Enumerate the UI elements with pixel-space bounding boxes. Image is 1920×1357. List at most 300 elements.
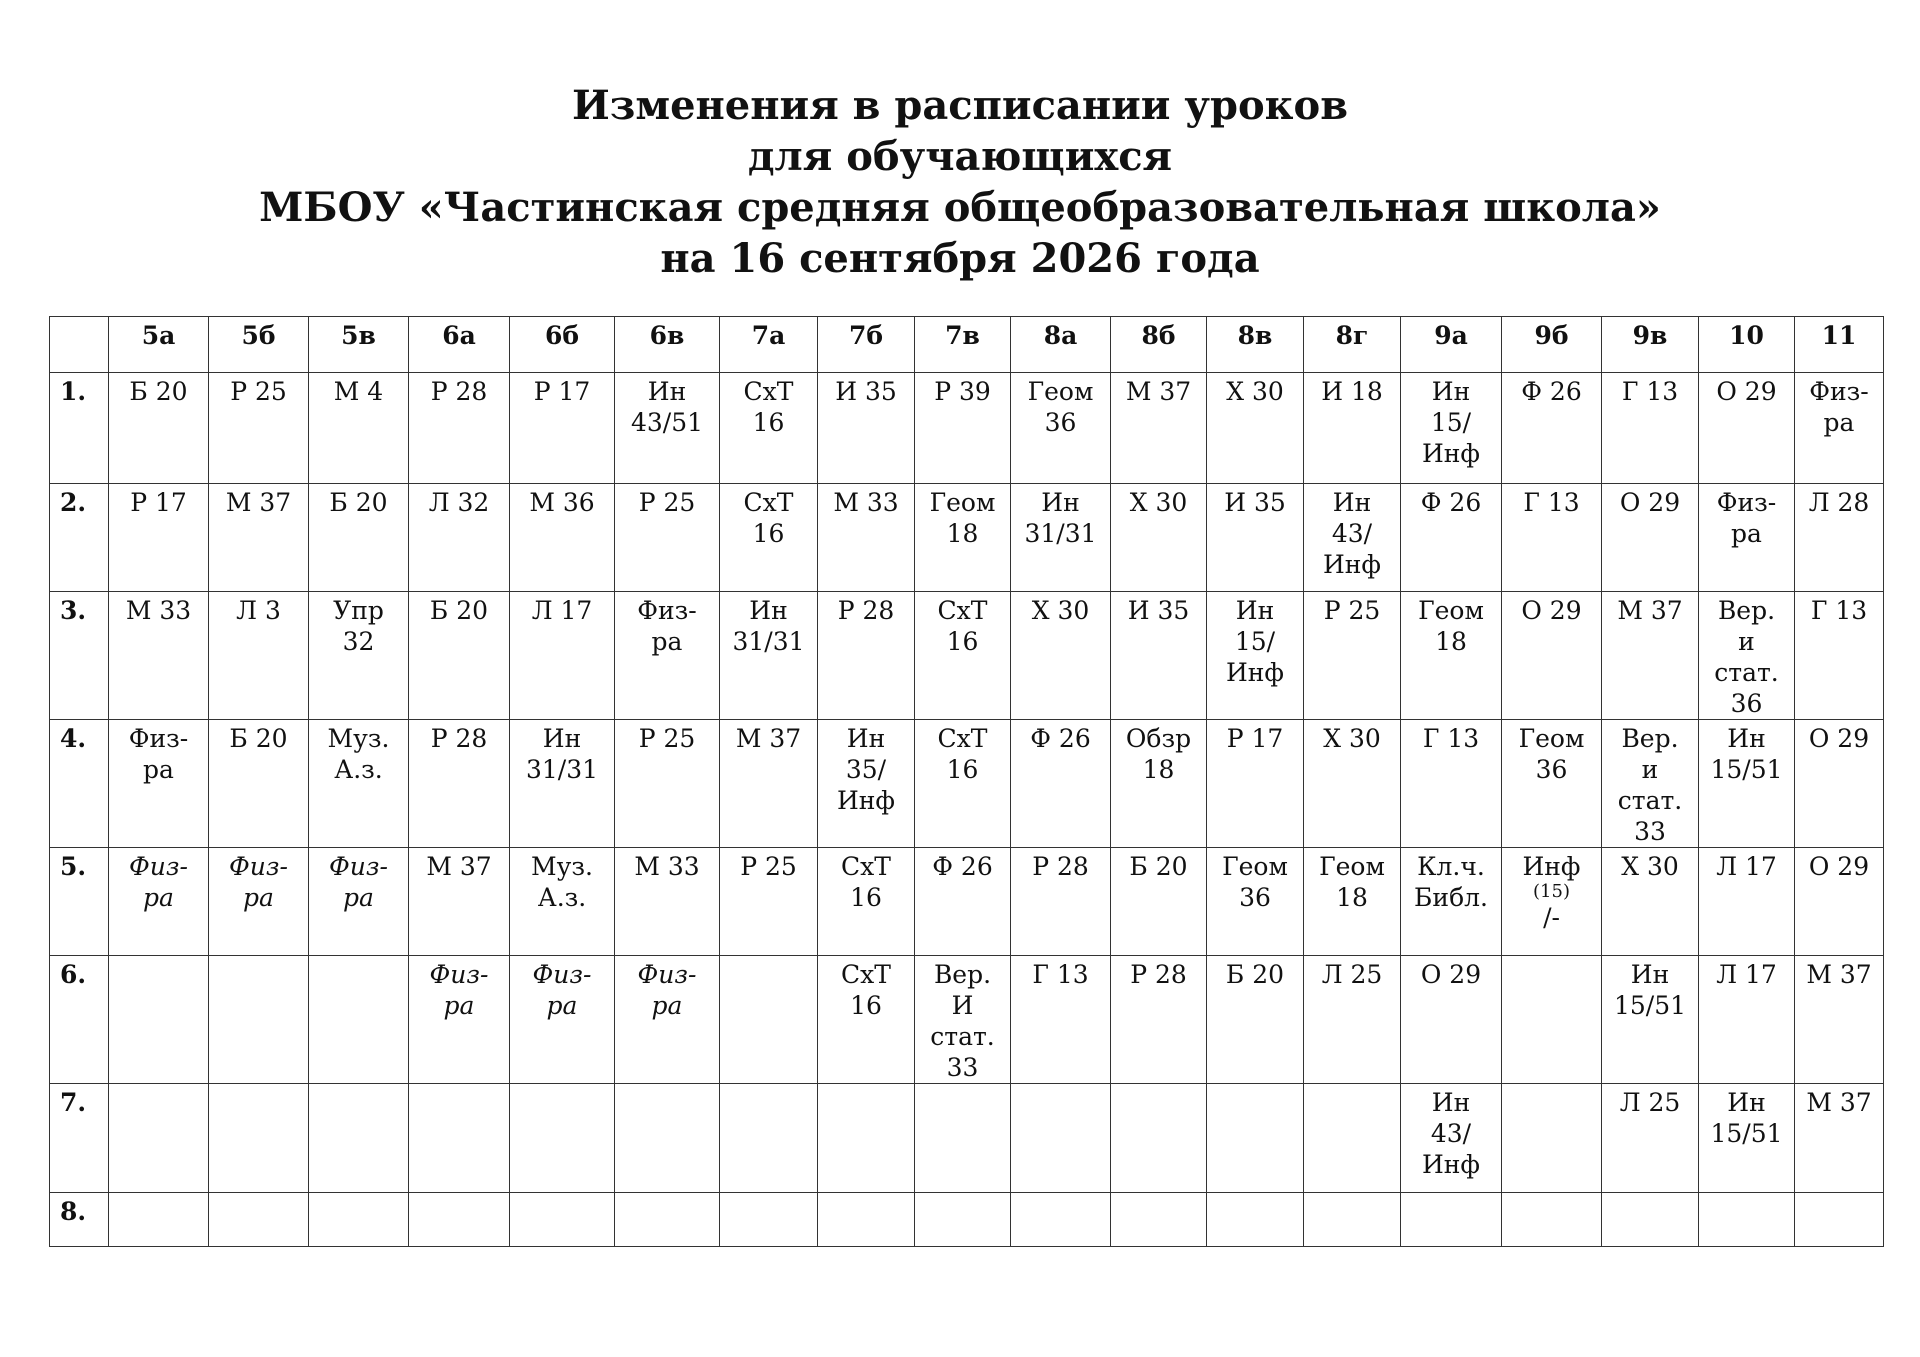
- cell-text: и: [1738, 627, 1755, 656]
- cell-text: Геом: [1027, 377, 1094, 406]
- schedule-cell: [209, 956, 309, 1084]
- schedule-cell: [818, 720, 915, 848]
- cell-text: А.з.: [334, 755, 383, 784]
- cell-text: Р 25: [638, 724, 696, 753]
- schedule-cell: [915, 720, 1011, 848]
- cell-text: Р 25: [740, 852, 797, 881]
- cell-text: Л 3: [236, 596, 281, 625]
- cell-text: Физ-: [637, 960, 697, 989]
- title-line-1: Изменения в расписании уроков: [572, 82, 1348, 129]
- lesson-number: 3.: [50, 592, 109, 720]
- cell-text: О 29: [1808, 724, 1870, 753]
- schedule-cell: [1011, 1084, 1111, 1193]
- cell-text: 15/51: [1710, 755, 1783, 784]
- cell-text: О 29: [1521, 596, 1582, 625]
- cell-text: Р 25: [230, 377, 287, 406]
- column-header: 8а: [1011, 317, 1111, 373]
- column-header: 7б: [818, 317, 915, 373]
- schedule-cell: [109, 1193, 209, 1247]
- cell-text: Ин: [1431, 377, 1471, 406]
- schedule-cell: [1401, 484, 1502, 592]
- schedule-cell: [818, 956, 915, 1084]
- cell-text: Физ-: [1809, 377, 1869, 406]
- schedule-cell: [720, 720, 818, 848]
- cell-text: и: [1641, 755, 1659, 784]
- table-row: [50, 1084, 1884, 1193]
- schedule-cell: [1795, 956, 1884, 1084]
- cell-text: Ин: [1235, 596, 1275, 625]
- schedule-cell: [1304, 848, 1401, 956]
- cell-text: М 37: [1806, 1088, 1872, 1117]
- cell-text: /-: [1543, 903, 1560, 932]
- schedule-cell: [409, 484, 510, 592]
- schedule-cell: [510, 720, 615, 848]
- lesson-number: 6.: [50, 956, 109, 1084]
- cell-text: Р 39: [934, 377, 991, 406]
- schedule-cell: [409, 848, 510, 956]
- cell-text: Р 28: [430, 724, 488, 753]
- schedule-cell: [615, 1193, 720, 1247]
- cell-text: Ф 26: [1030, 724, 1091, 753]
- cell-text: М 37: [735, 724, 802, 753]
- schedule-cell: [615, 1084, 720, 1193]
- column-header: 8г: [1304, 317, 1401, 373]
- table-row: [50, 720, 1884, 848]
- schedule-cell: [1502, 484, 1602, 592]
- schedule-cell: [510, 484, 615, 592]
- schedule-cell: [615, 848, 720, 956]
- column-header: 11: [1795, 317, 1884, 373]
- cell-text: ра: [143, 883, 174, 912]
- schedule-cell: [1207, 373, 1304, 484]
- schedule-cell: [1401, 848, 1502, 956]
- schedule-cell: [209, 373, 309, 484]
- cell-text: И: [951, 991, 974, 1020]
- lesson-number: 2.: [50, 484, 109, 592]
- lesson-number: 5.: [50, 848, 109, 956]
- cell-text: Инф: [1421, 1150, 1481, 1179]
- cell-text: 31/31: [1024, 519, 1097, 548]
- schedule-cell: [1602, 592, 1699, 720]
- table-row: [50, 956, 1884, 1084]
- title-line-4: на 16 сентября 2026 года: [660, 235, 1260, 282]
- cell-text: М 33: [634, 852, 700, 881]
- cell-text: Физ-: [329, 852, 388, 881]
- cell-text: Ин: [846, 724, 886, 753]
- schedule-cell: [1401, 720, 1502, 848]
- schedule-cell: [615, 720, 720, 848]
- schedule-cell: [615, 484, 720, 592]
- schedule-cell: [1011, 720, 1111, 848]
- cell-text: М 37: [426, 852, 492, 881]
- cell-text: Б 20: [429, 596, 489, 625]
- cell-text: Геом: [1418, 596, 1484, 625]
- cell-text: Вер.: [1621, 724, 1679, 753]
- schedule-cell: [1699, 956, 1795, 1084]
- cell-text: Р 17: [533, 377, 591, 406]
- cell-text: Физ-: [229, 852, 288, 881]
- cell-text: Л 28: [1808, 488, 1870, 517]
- cell-text: (15): [1533, 881, 1570, 902]
- schedule-cell: [1602, 1084, 1699, 1193]
- schedule-cell: [1795, 592, 1884, 720]
- table-row: [50, 848, 1884, 956]
- cell-text: Геом: [1222, 852, 1288, 881]
- cell-text: 15/: [1430, 408, 1472, 437]
- cell-text: Физ-: [429, 960, 489, 989]
- cell-text: Физ-: [1716, 488, 1777, 517]
- schedule-cell: [1207, 720, 1304, 848]
- cell-text: Л 17: [531, 596, 593, 625]
- cell-text: Геом: [929, 488, 996, 517]
- schedule-cell: [1011, 956, 1111, 1084]
- schedule-cell: [1304, 484, 1401, 592]
- cell-text: ра: [1823, 408, 1855, 437]
- table-row: [50, 592, 1884, 720]
- schedule-cell: [409, 592, 510, 720]
- cell-text: 15/51: [1710, 1119, 1783, 1148]
- schedule-cell: [1602, 484, 1699, 592]
- schedule-cell: [818, 484, 915, 592]
- cell-text: ра: [1731, 519, 1762, 548]
- cell-text: Ин: [1431, 1088, 1471, 1117]
- cell-text: Обзр: [1125, 724, 1192, 753]
- column-header: 5б: [209, 317, 309, 373]
- cell-text: 32: [342, 627, 375, 656]
- cell-text: И 35: [1127, 596, 1190, 625]
- cell-text: Б 20: [329, 488, 388, 517]
- cell-text: Ин: [1630, 960, 1670, 989]
- cell-text: ра: [243, 883, 274, 912]
- cell-text: Упр: [333, 596, 384, 625]
- lesson-number: 4.: [50, 720, 109, 848]
- table-row: [50, 1193, 1884, 1247]
- cell-text: Физ-: [637, 596, 697, 625]
- cell-text: Р 25: [638, 488, 696, 517]
- schedule-cell: [1304, 956, 1401, 1084]
- cell-text: М 37: [225, 488, 292, 517]
- schedule-cell: [1401, 1193, 1502, 1247]
- schedule-cell: [209, 848, 309, 956]
- schedule-cell: [209, 592, 309, 720]
- cell-text: Р 28: [837, 596, 895, 625]
- schedule-cell: [1699, 484, 1795, 592]
- column-header: 10: [1699, 317, 1795, 373]
- cell-text: Ф 26: [1521, 377, 1582, 406]
- schedule-cell: [409, 1193, 510, 1247]
- schedule-cell: [1602, 373, 1699, 484]
- schedule-cell: [615, 373, 720, 484]
- schedule-cell: [1795, 1193, 1884, 1247]
- schedule-cell: [818, 373, 915, 484]
- cell-text: Геом: [1319, 852, 1385, 881]
- schedule-cell: [510, 1193, 615, 1247]
- cell-text: Г 13: [1523, 488, 1580, 517]
- cell-text: Х 30: [1621, 852, 1679, 881]
- schedule-cell: [409, 1084, 510, 1193]
- schedule-cell: [309, 848, 409, 956]
- cell-text: Муз.: [327, 724, 390, 753]
- schedule-cell: [818, 1084, 915, 1193]
- schedule-cell: [1795, 848, 1884, 956]
- cell-text: 33: [1634, 817, 1666, 846]
- schedule-cell: [1795, 720, 1884, 848]
- schedule-cell: [1011, 484, 1111, 592]
- cell-text: И 18: [1321, 377, 1383, 406]
- cell-text: Б 20: [1129, 852, 1188, 881]
- cell-text: Г 13: [1810, 596, 1868, 625]
- schedule-cell: [1304, 1193, 1401, 1247]
- cell-text: 43/: [1430, 1119, 1472, 1148]
- schedule-cell: [409, 956, 510, 1084]
- column-header: 9а: [1401, 317, 1502, 373]
- cell-text: 36: [1535, 755, 1568, 784]
- title-line-2: для обучающихся: [747, 133, 1173, 180]
- cell-text: ра: [651, 627, 683, 656]
- schedule-cell: [1795, 1084, 1884, 1193]
- schedule-table: [49, 316, 1884, 1247]
- schedule-cell: [1699, 1193, 1795, 1247]
- cell-text: Инф: [1522, 852, 1581, 881]
- cell-text: 35/: [845, 755, 887, 784]
- cell-text: Б 20: [229, 724, 288, 753]
- cell-text: 43/: [1331, 519, 1373, 548]
- cell-text: 16: [850, 991, 882, 1020]
- cell-text: Физ-: [129, 852, 188, 881]
- cell-text: Ин: [1332, 488, 1372, 517]
- cell-text: СхТ: [743, 488, 794, 517]
- column-header: 9в: [1602, 317, 1699, 373]
- schedule-cell: [915, 1193, 1011, 1247]
- cell-text: СхТ: [743, 377, 794, 406]
- schedule-cell: [510, 1084, 615, 1193]
- cell-text: СхТ: [841, 960, 891, 989]
- cell-text: Х 30: [1226, 377, 1284, 406]
- schedule-cell: [1795, 484, 1884, 592]
- column-header: 7в: [915, 317, 1011, 373]
- schedule-cell: [209, 1084, 309, 1193]
- cell-text: 18: [1142, 755, 1175, 784]
- schedule-cell: [818, 592, 915, 720]
- schedule-cell: [1502, 720, 1602, 848]
- schedule-cell: [209, 1193, 309, 1247]
- table-row: [50, 373, 1884, 484]
- cell-text: Л 17: [1716, 852, 1777, 881]
- cell-text: 43/51: [630, 408, 704, 437]
- lesson-number: 1.: [50, 373, 109, 484]
- cell-text: М 4: [333, 377, 384, 406]
- cell-text: Кл.ч.: [1417, 852, 1485, 881]
- schedule-cell: [109, 1084, 209, 1193]
- cell-text: 36: [1044, 408, 1077, 437]
- cell-text: Л 32: [428, 488, 490, 517]
- cell-text: Вер.: [933, 960, 992, 989]
- cell-text: Л 25: [1321, 960, 1383, 989]
- schedule-cell: [915, 373, 1011, 484]
- schedule-cell: [209, 720, 309, 848]
- schedule-cell: [1502, 373, 1602, 484]
- schedule-cell: [1602, 956, 1699, 1084]
- cell-text: ра: [443, 991, 475, 1020]
- schedule-cell: [309, 956, 409, 1084]
- cell-text: Г 13: [1422, 724, 1480, 753]
- schedule-cell: [309, 1193, 409, 1247]
- schedule-cell: [720, 592, 818, 720]
- cell-text: О 29: [1716, 377, 1777, 406]
- schedule-cell: [109, 373, 209, 484]
- schedule-cell: [1401, 956, 1502, 1084]
- cell-text: Х 30: [1031, 596, 1090, 625]
- schedule-cell: [109, 848, 209, 956]
- cell-text: ра: [546, 991, 578, 1020]
- schedule-cell: [1401, 592, 1502, 720]
- schedule-cell: [510, 848, 615, 956]
- column-header: 8в: [1207, 317, 1304, 373]
- cell-text: 18: [946, 519, 979, 548]
- cell-text: СхТ: [937, 596, 988, 625]
- cell-text: 16: [752, 519, 785, 548]
- column-header: 6б: [510, 317, 615, 373]
- cell-text: Р 28: [1032, 852, 1089, 881]
- column-header: 8б: [1111, 317, 1207, 373]
- schedule-cell: [1795, 373, 1884, 484]
- cell-text: стат.: [930, 1022, 995, 1051]
- cell-text: ра: [651, 991, 683, 1020]
- cell-text: Х 30: [1129, 488, 1188, 517]
- schedule-cell: [1111, 592, 1207, 720]
- schedule-cell: [209, 484, 309, 592]
- cell-text: О 29: [1420, 960, 1482, 989]
- cell-text: 16: [946, 755, 979, 784]
- schedule-cell: [1502, 956, 1602, 1084]
- schedule-cell: [109, 956, 209, 1084]
- cell-text: Геом: [1518, 724, 1585, 753]
- cell-text: Р 25: [1323, 596, 1381, 625]
- cell-text: Ф 26: [1420, 488, 1482, 517]
- cell-text: 15/51: [1613, 991, 1687, 1020]
- schedule-cell: [1502, 848, 1602, 956]
- schedule-cell: [915, 848, 1011, 956]
- lesson-number: 8.: [50, 1193, 109, 1247]
- table-header-row: [50, 317, 1884, 373]
- schedule-cell: [615, 592, 720, 720]
- cell-text: 36: [1730, 689, 1763, 718]
- schedule-cell: [1699, 373, 1795, 484]
- schedule-cell: [720, 848, 818, 956]
- schedule-cell: [1207, 1193, 1304, 1247]
- schedule-cell: [109, 484, 209, 592]
- schedule-cell: [915, 1084, 1011, 1193]
- cell-text: Библ.: [1414, 883, 1488, 912]
- schedule-cell: [1111, 484, 1207, 592]
- cell-text: Инф: [1225, 658, 1285, 687]
- cell-text: 15/: [1234, 627, 1276, 656]
- column-header: 5в: [309, 317, 409, 373]
- cell-text: Б 20: [1225, 960, 1285, 989]
- cell-text: СхТ: [937, 724, 988, 753]
- schedule-cell: [1401, 373, 1502, 484]
- cell-text: Ин: [1727, 724, 1766, 753]
- cell-text: 36: [1239, 883, 1271, 912]
- schedule-cell: [615, 956, 720, 1084]
- schedule-cell: [1207, 1084, 1304, 1193]
- schedule-cell: [1011, 848, 1111, 956]
- schedule-cell: [720, 373, 818, 484]
- cell-text: М 33: [833, 488, 899, 517]
- schedule-cell: [1304, 592, 1401, 720]
- schedule-cell: [915, 484, 1011, 592]
- schedule-cell: [720, 1193, 818, 1247]
- schedule-cell: [1699, 1084, 1795, 1193]
- schedule-cell: [309, 592, 409, 720]
- cell-text: Р 17: [1226, 724, 1284, 753]
- cell-text: Ин: [749, 596, 788, 625]
- schedule-cell: [309, 373, 409, 484]
- cell-text: 16: [752, 408, 785, 437]
- cell-text: Л 17: [1716, 960, 1777, 989]
- schedule-cell: [915, 592, 1011, 720]
- schedule-cell: [1699, 848, 1795, 956]
- schedule-cell: [1502, 1193, 1602, 1247]
- schedule-cell: [1304, 373, 1401, 484]
- cell-text: О 29: [1808, 852, 1870, 881]
- table-row: [50, 484, 1884, 592]
- schedule-cell: [409, 373, 510, 484]
- cell-text: Р 28: [430, 377, 488, 406]
- document-title: [0, 80, 1920, 284]
- cell-text: Физ-: [532, 960, 592, 989]
- cell-text: Ф 26: [932, 852, 993, 881]
- column-header: 6а: [409, 317, 510, 373]
- schedule-cell: [1111, 848, 1207, 956]
- schedule-cell: [1401, 1084, 1502, 1193]
- schedule-cell: [818, 848, 915, 956]
- schedule-cell: [818, 1193, 915, 1247]
- lesson-number: 7.: [50, 1084, 109, 1193]
- cell-text: стат.: [1617, 786, 1683, 815]
- schedule-cell: [309, 1084, 409, 1193]
- cell-text: Ин: [1041, 488, 1080, 517]
- cell-text: Ин: [542, 724, 582, 753]
- schedule-cell: [915, 956, 1011, 1084]
- schedule-cell: [1111, 1084, 1207, 1193]
- title-line-3: МБОУ «Частинская средняя общеобразовательная школа»: [259, 184, 1661, 231]
- cell-text: М 37: [1125, 377, 1192, 406]
- cell-text: М 36: [529, 488, 595, 517]
- schedule-cell: [1502, 1084, 1602, 1193]
- schedule-cell: [510, 373, 615, 484]
- cell-text: 31/31: [525, 755, 599, 784]
- schedule-cell: [1699, 592, 1795, 720]
- cell-text: стат.: [1714, 658, 1779, 687]
- column-header: 7а: [720, 317, 818, 373]
- schedule-cell: [309, 484, 409, 592]
- schedule-cell: [1502, 592, 1602, 720]
- cell-text: Г 13: [1621, 377, 1679, 406]
- cell-text: М 33: [125, 596, 192, 625]
- schedule-cell: [1111, 956, 1207, 1084]
- schedule-cell: [1699, 720, 1795, 848]
- schedule-cell: [1011, 592, 1111, 720]
- schedule-cell: [1111, 1193, 1207, 1247]
- schedule-cell: [1011, 1193, 1111, 1247]
- cell-text: А.з.: [537, 883, 587, 912]
- cell-text: Х 30: [1323, 724, 1381, 753]
- cell-text: 33: [946, 1053, 979, 1082]
- schedule-cell: [510, 956, 615, 1084]
- column-header: 6в: [615, 317, 720, 373]
- cell-text: О 29: [1619, 488, 1681, 517]
